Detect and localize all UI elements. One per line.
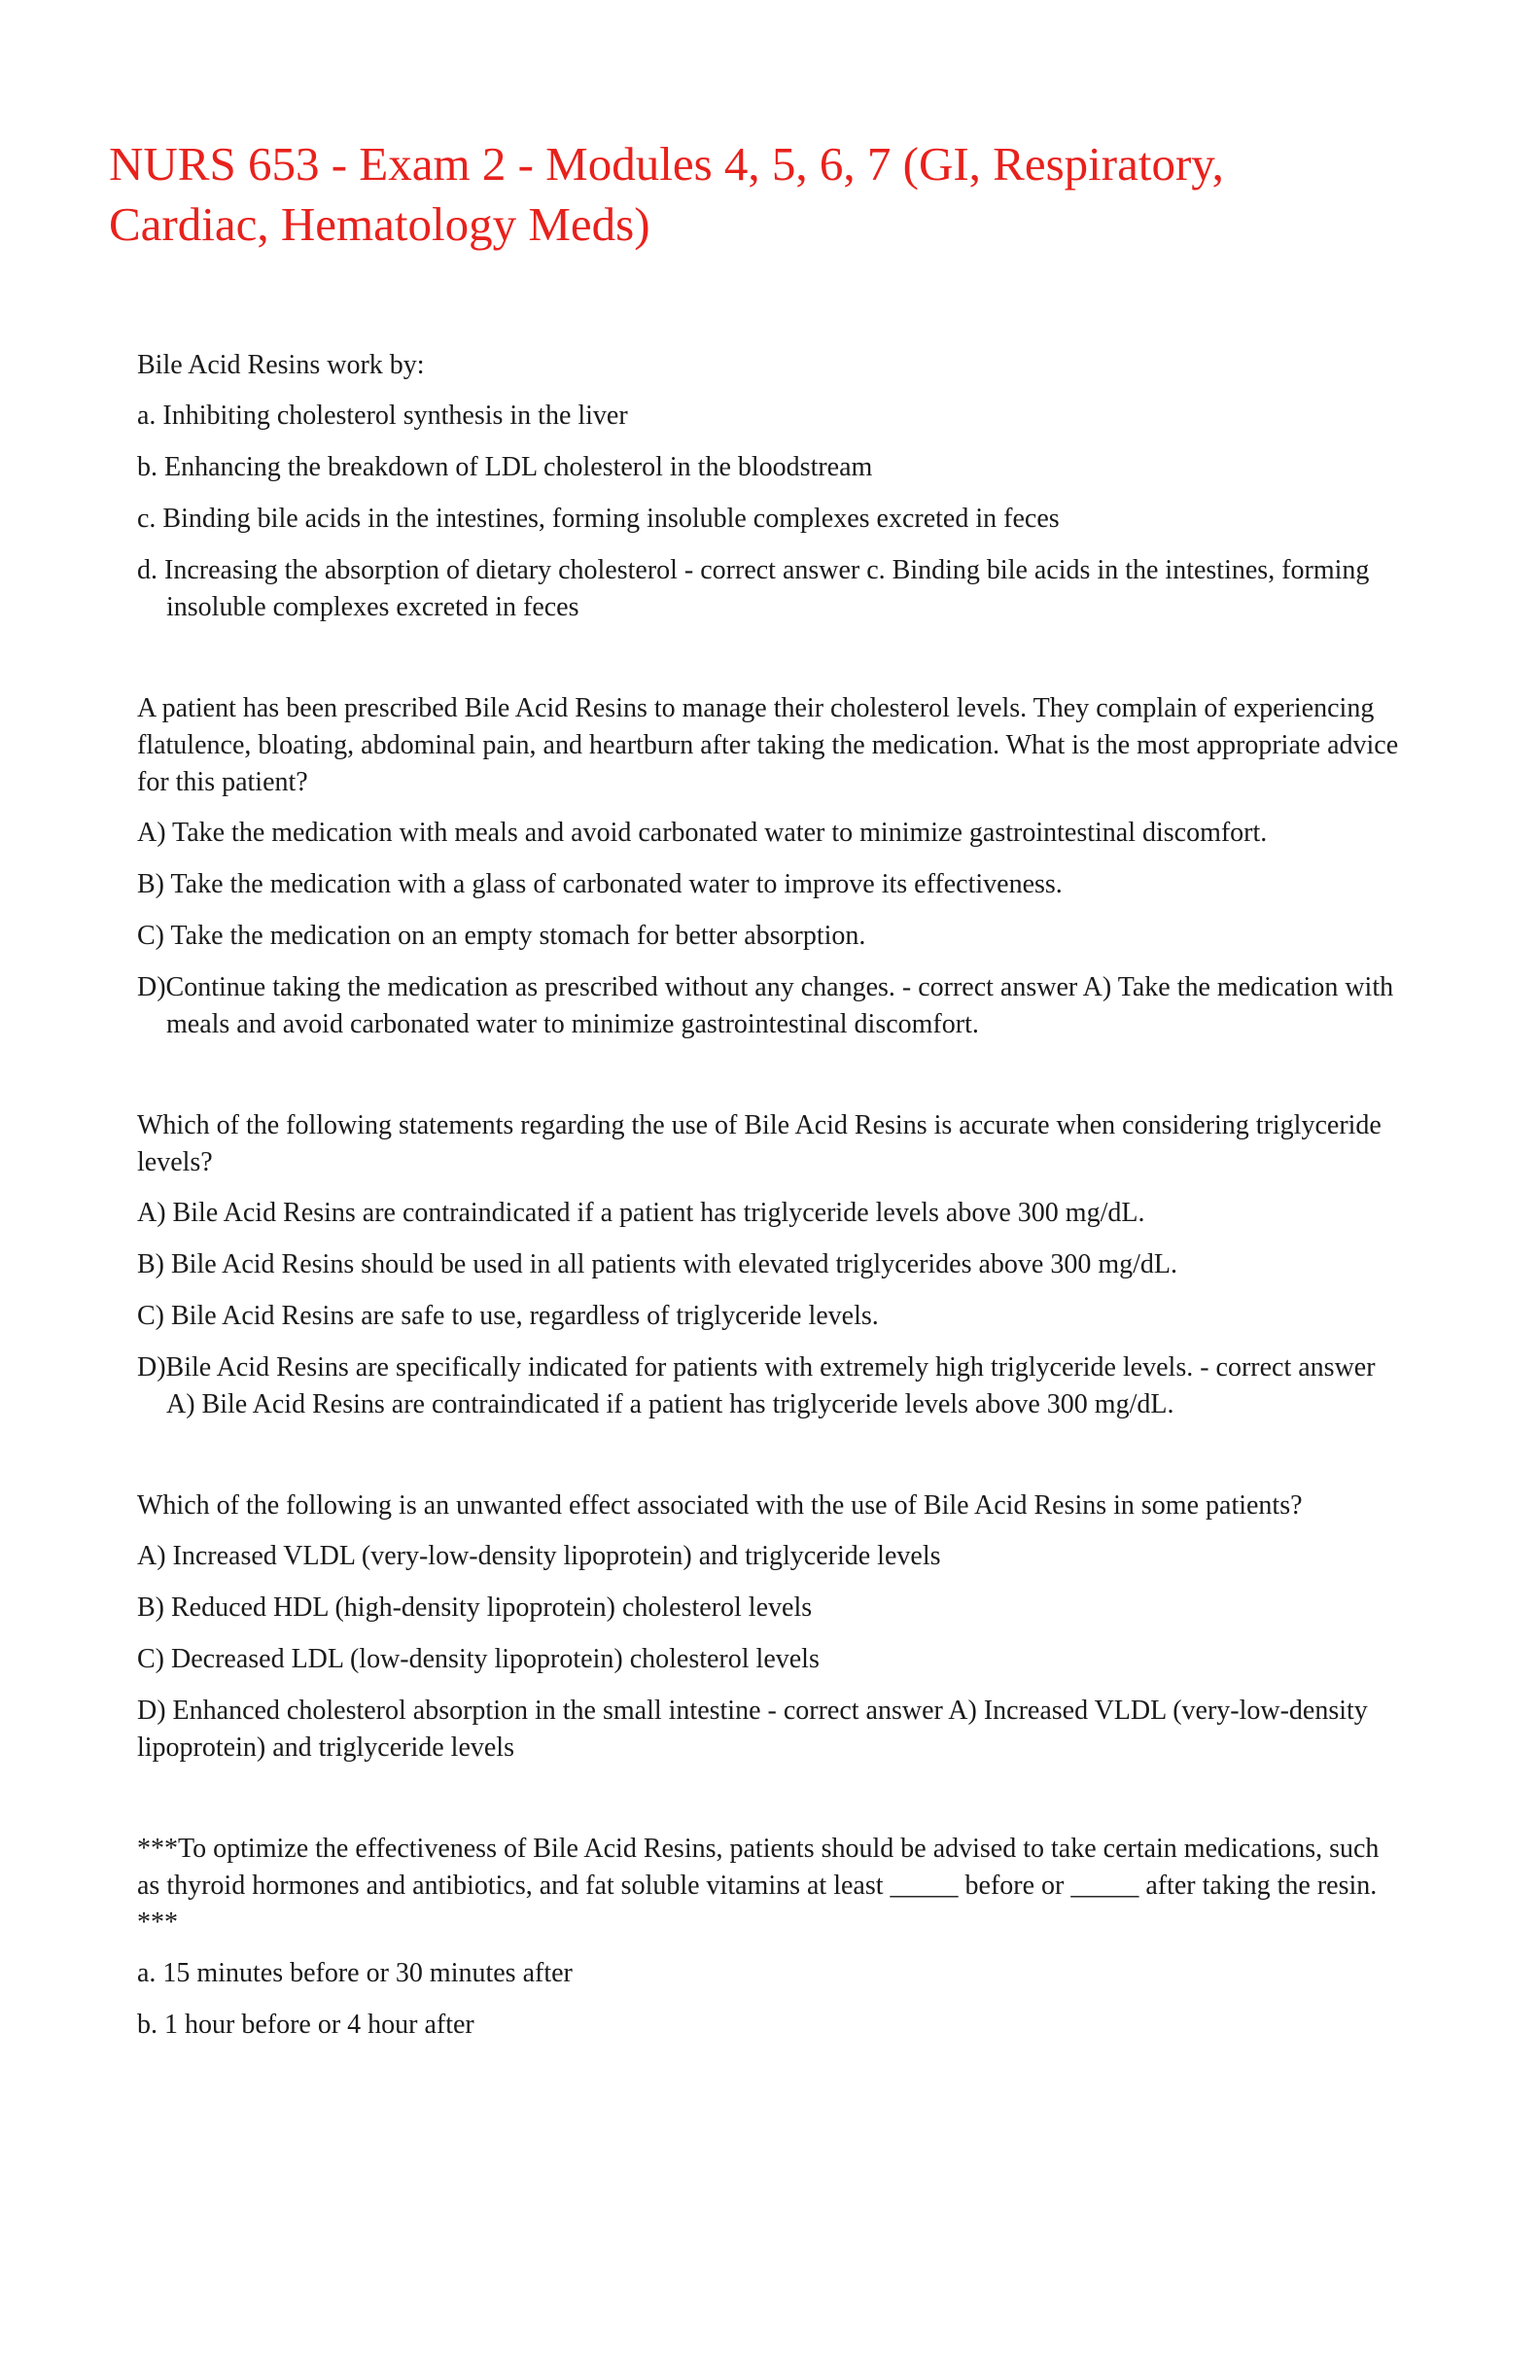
question-stem: Bile Acid Resins work by:	[137, 350, 425, 380]
question-5	[137, 1831, 1401, 2044]
question-stem: A patient has been prescribed Bile Acid Resins to manage their cholesterol levels. They complain of experiencing flatulence, bloating, abdominal pain, and heartburn after taking the medication. What is the most appropriate advice for this patient?	[137, 693, 1399, 797]
question-stem: ***To optimize the effectiveness of Bile Acid Resins, patients should be advised to take certain medications, such as thyroid hormones and antibiotics, and fat soluble vitamins at least _____ before or _____ after taking the resin. ***	[137, 1834, 1380, 1938]
answer-option: A) Take the medication with meals and avoid carbonated water to minimize gastrointestinal discomfort.	[137, 818, 1268, 848]
answer-option: d. Increasing the absorption of dietary cholesterol - correct answer c. Binding bile acids in the intestines, forming insoluble complexes excreted in feces	[137, 555, 1370, 622]
document-title: NURS 653 - Exam 2 - Modules 4, 5, 6, 7 (GI, Respiratory, Cardiac, Hematology Meds)	[109, 137, 1224, 251]
question-3	[137, 1107, 1401, 1423]
answer-option: b. Enhancing the breakdown of LDL cholesterol in the bloodstream	[137, 452, 873, 482]
question-1	[137, 347, 1401, 626]
question-stem: Which of the following statements regarding the use of Bile Acid Resins is accurate when considering triglyceride levels?	[137, 1110, 1382, 1177]
answer-option: C) Decreased LDL (low-density lipoprotein) cholesterol levels	[137, 1644, 820, 1674]
answer-option: D)Continue taking the medication as prescribed without any changes. - correct answer A) Take the medication with meals and avoid carbonated water to minimize gastrointestinal discomfort.	[137, 972, 1394, 1039]
question-4	[137, 1488, 1401, 1767]
answer-option: B) Take the medication with a glass of carbonated water to improve its effectiveness.	[137, 869, 1063, 899]
answer-option: A) Increased VLDL (very-low-density lipoprotein) and triglyceride levels	[137, 1541, 941, 1571]
answer-option: b. 1 hour before or 4 hour after	[137, 2010, 474, 2040]
answer-option: B) Reduced HDL (high-density lipoprotein) cholesterol levels	[137, 1592, 813, 1623]
answer-option: a. Inhibiting cholesterol synthesis in the liver	[137, 401, 628, 431]
answer-option: C) Bile Acid Resins are safe to use, regardless of triglyceride levels.	[137, 1301, 879, 1331]
answer-option: a. 15 minutes before or 30 minutes after	[137, 1958, 573, 1988]
answer-option: C) Take the medication on an empty stomach for better absorption.	[137, 921, 866, 951]
question-2	[137, 690, 1401, 1043]
answer-option: B) Bile Acid Resins should be used in all patients with elevated triglycerides above 300 mg/dL.	[137, 1249, 1178, 1279]
question-stem: Which of the following is an unwanted effect associated with the use of Bile Acid Resins in some patients?	[137, 1490, 1303, 1521]
answer-option: c. Binding bile acids in the intestines, forming insoluble complexes excreted in feces	[137, 504, 1060, 534]
answer-option: A) Bile Acid Resins are contraindicated if a patient has triglyceride levels above 300 mg/dL.	[137, 1198, 1145, 1228]
question-list	[137, 347, 1401, 2108]
answer-option: D)Bile Acid Resins are specifically indicated for patients with extremely high triglyceride levels. - correct answer A) Bile Acid Resins are contraindicated if a patient has triglyceride levels above 300 mg/dL.	[137, 1352, 1376, 1419]
answer-option: D) Enhanced cholesterol absorption in the small intestine - correct answer A) Increased VLDL (very-low-density lipoprotein) and triglyceride levels	[137, 1696, 1368, 1763]
